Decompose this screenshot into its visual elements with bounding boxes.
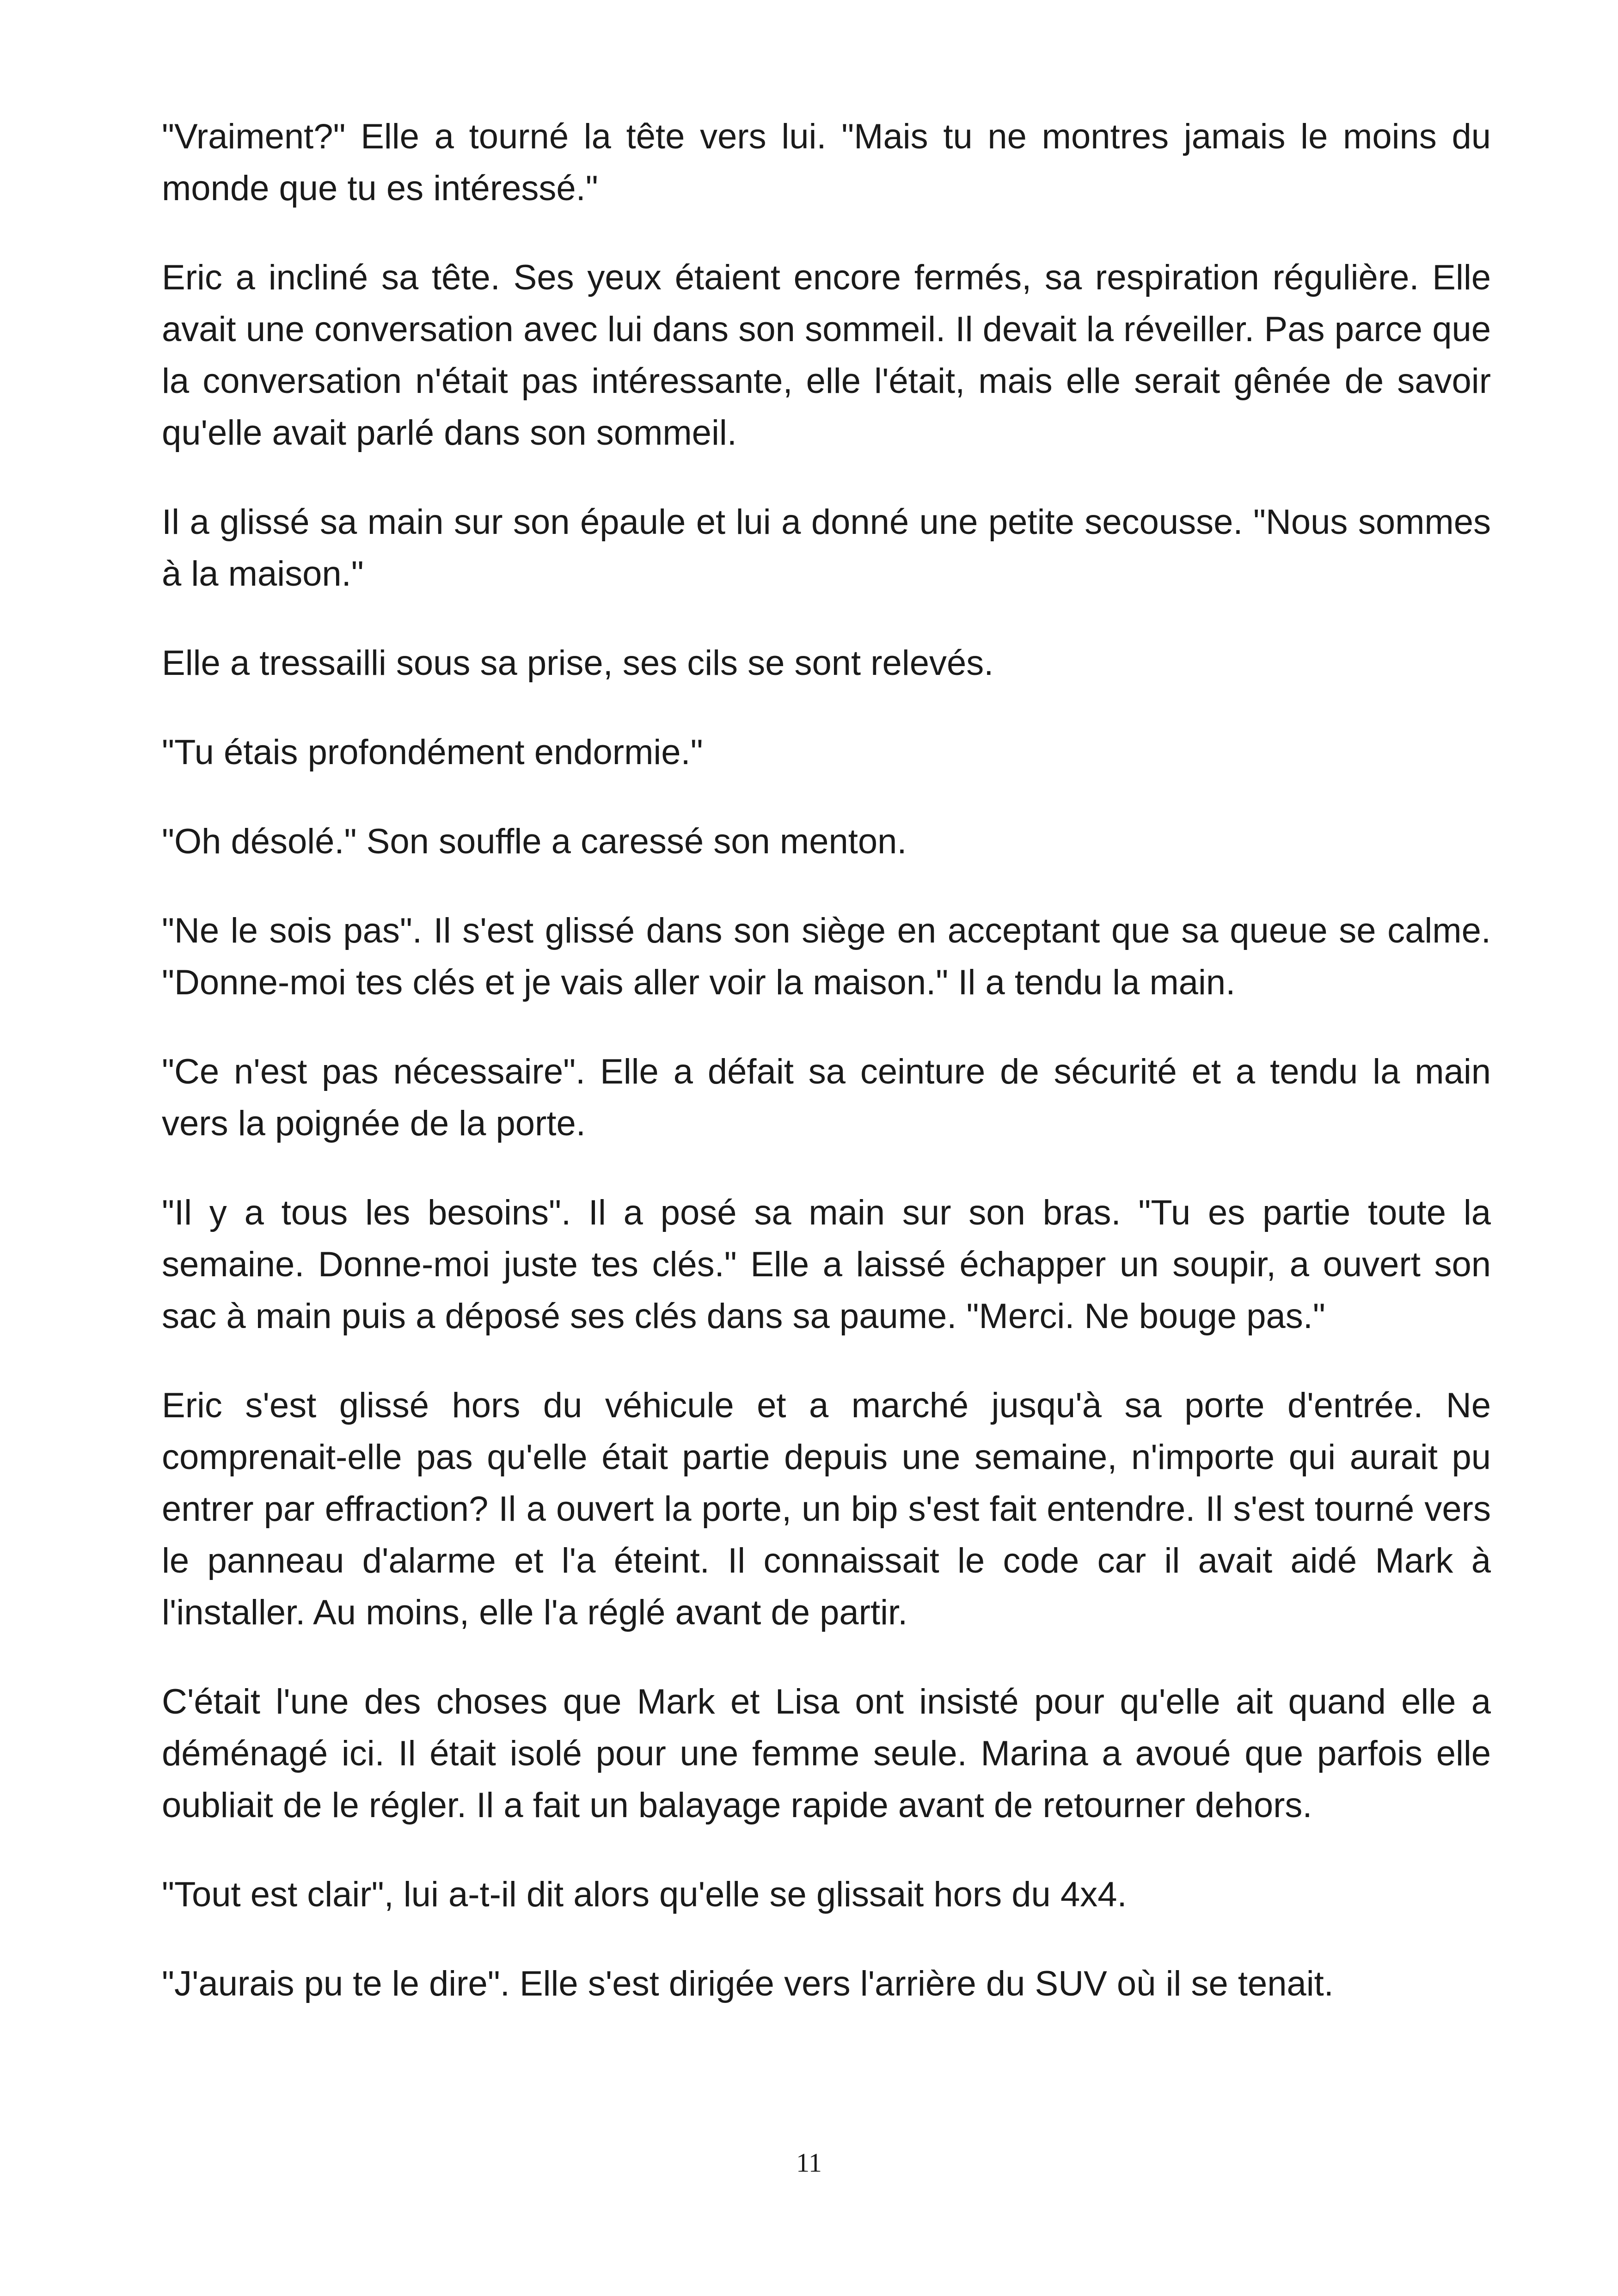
paragraph: "Oh désolé." Son souffle a caressé son menton.	[162, 822, 907, 861]
paragraph: "Vraiment?" Elle a tourné la tête vers lui. "Mais tu ne montres jamais le moins du monde que tu es intéressé."	[162, 117, 1491, 208]
paragraph: "Tu étais profondément endormie."	[162, 733, 703, 772]
body-text	[162, 111, 1491, 2047]
paragraph: "Ne le sois pas". Il s'est glissé dans son siège en acceptant que sa queue se calme. "Donne-moi tes clés et je vais aller voir la maison." Il a tendu la main.	[162, 911, 1491, 1002]
paragraph: "Ce n'est pas nécessaire". Elle a défait sa ceinture de sécurité et a tendu la main vers la poignée de la porte.	[162, 1052, 1491, 1143]
paragraph: Il a glissé sa main sur son épaule et lui a donné une petite secousse. "Nous sommes à la maison."	[162, 502, 1491, 594]
paragraph: Elle a tressailli sous sa prise, ses cils se sont relevés.	[162, 643, 994, 683]
paragraph: "Il y a tous les besoins". Il a posé sa main sur son bras. "Tu es partie toute la semaine. Donne-moi juste tes clés." Elle a laissé échapper un soupir, a ouvert son sac à main puis a déposé ses clés dans sa paume. "Merci. Ne bouge pas."	[162, 1193, 1491, 1336]
paragraph: "Tout est clair", lui a-t-il dit alors qu'elle se glissait hors du 4x4.	[162, 1875, 1127, 1914]
paragraph: Eric a incliné sa tête. Ses yeux étaient encore fermés, sa respiration régulière. Elle avait une conversation avec lui dans son sommeil. Il devait la réveiller. Pas parce que la conversation n'était pas intéressante, elle l'était, mais elle serait gênée de savoir qu'elle avait parlé dans son sommeil.	[162, 258, 1491, 453]
paragraph: C'était l'une des choses que Mark et Lisa ont insisté pour qu'elle ait quand elle a déménagé ici. Il était isolé pour une femme seule. Marina a avoué que parfois elle oubliait de le régler. Il a fait un balayage rapide avant de retourner dehors.	[162, 1682, 1491, 1825]
paragraph: "J'aurais pu te le dire". Elle s'est dirigée vers l'arrière du SUV où il se tenait.	[162, 1964, 1334, 2003]
paragraph: Eric s'est glissé hors du véhicule et a marché jusqu'à sa porte d'entrée. Ne comprenait-elle pas qu'elle était partie depuis une semaine, n'importe qui aurait pu entrer par effraction? Il a ouvert la porte, un bip s'est fait entendre. Il s'est tourné vers le panneau d'alarme et l'a éteint. Il connaissait le code car il avait aidé Mark à l'installer. Au moins, elle l'a réglé avant de partir.	[162, 1386, 1491, 1632]
page-number: 11	[796, 2148, 822, 2178]
